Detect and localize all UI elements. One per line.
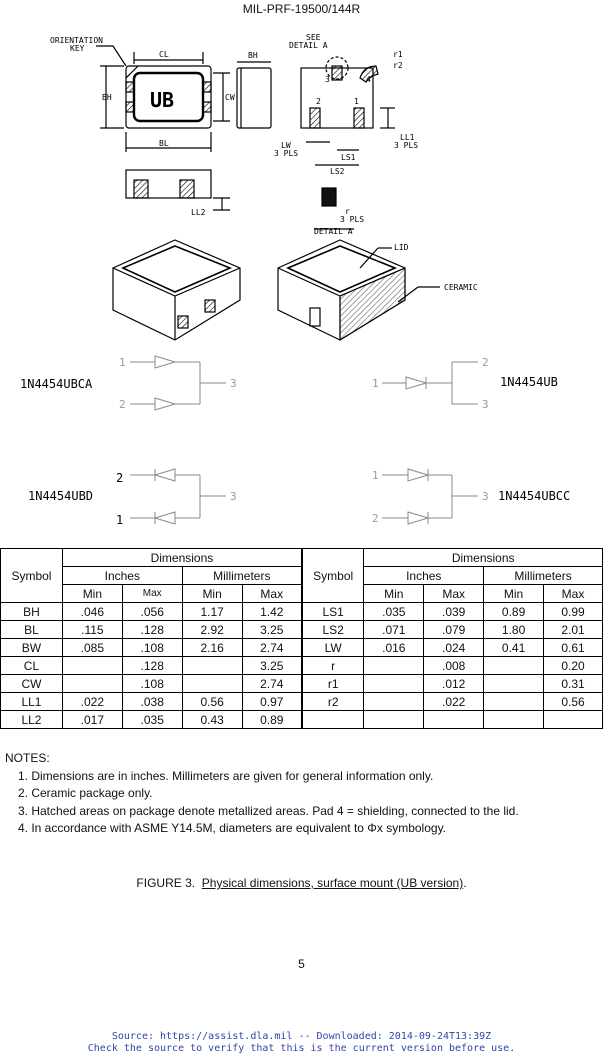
figure-period: .: [463, 876, 467, 890]
ubd-pin1: 1: [116, 513, 124, 527]
value-cell: 3.25: [242, 657, 302, 675]
value-cell: [484, 675, 544, 693]
value-cell: 2.01: [544, 621, 603, 639]
value-cell: .128: [122, 621, 182, 639]
max-header: Max: [242, 585, 302, 603]
value-cell: 1.17: [182, 603, 242, 621]
source-footer: [0, 1031, 603, 1055]
symbol-cell: LS1: [302, 603, 364, 621]
detail-a-label: DETAIL A: [314, 227, 353, 236]
symbol-cell: CL: [1, 657, 63, 675]
see-detail-2: DETAIL A: [289, 41, 328, 50]
see-detail-1: SEE: [306, 33, 321, 42]
source-line-2: Check the source to verify that this is the current version before use.: [87, 1043, 516, 1054]
bh-label: BH: [102, 93, 112, 102]
inches-header: Inches: [62, 567, 182, 585]
value-cell: 0.61: [544, 639, 603, 657]
r2-label: r2: [393, 61, 403, 70]
ub-pin1: 1: [372, 377, 379, 390]
note-1: 1. Dimensions are in inches. Millimeters are given for general information only.: [18, 768, 434, 783]
value-cell: 0.56: [182, 693, 242, 711]
ll1-pls: 3 PLS: [394, 141, 419, 150]
table-row: [1, 639, 603, 657]
millimeters-header: Millimeters: [182, 567, 302, 585]
symbol-cell: BW: [1, 639, 63, 657]
value-cell: .108: [122, 675, 182, 693]
notes: [5, 750, 519, 838]
value-cell: [364, 693, 424, 711]
value-cell: 2.74: [242, 675, 302, 693]
value-cell: .046: [62, 603, 122, 621]
device-ubd: 1N4454UBD: [28, 489, 94, 503]
table-row: [1, 603, 603, 621]
value-cell: [484, 693, 544, 711]
max-header: Max: [544, 585, 603, 603]
page-number: 5: [298, 957, 305, 971]
max-header: Max: [122, 585, 182, 603]
figure-caption: [0, 876, 603, 890]
value-cell: .035: [364, 603, 424, 621]
value-cell: [364, 675, 424, 693]
value-cell: 2.92: [182, 621, 242, 639]
bh-side-label: BH: [248, 51, 258, 60]
value-cell: .024: [424, 639, 484, 657]
schematic-ubcc: [382, 469, 478, 524]
table-row: [1, 621, 603, 639]
value-cell: .128: [122, 657, 182, 675]
bl-label: BL: [159, 139, 169, 148]
value-cell: .016: [364, 639, 424, 657]
max-header: Max: [424, 585, 484, 603]
value-cell: .071: [364, 621, 424, 639]
ub-pin2: 2: [482, 356, 489, 369]
value-cell: 2.16: [182, 639, 242, 657]
ll1-label: LL1: [400, 133, 415, 142]
pin1-label: 1: [354, 97, 359, 106]
value-cell: .079: [424, 621, 484, 639]
symbol-cell: LW: [302, 639, 364, 657]
min-header: Min: [62, 585, 122, 603]
table-row: [1, 711, 603, 729]
r-label: r: [345, 207, 350, 216]
symbol-cell: [302, 711, 364, 729]
ubd-pin3: 3: [230, 490, 237, 503]
r-pls: 3 PLS: [340, 215, 365, 224]
ubd-pin2: 2: [116, 471, 124, 485]
symbol-cell: LL2: [1, 711, 63, 729]
device-ub: 1N4454UB: [500, 375, 558, 389]
ceramic-label: CERAMIC: [444, 283, 478, 292]
figure-label: FIGURE 3.: [136, 876, 196, 890]
orientation-key-label-2: KEY: [70, 44, 85, 53]
pin3-label: 3: [325, 75, 330, 84]
value-cell: [62, 675, 122, 693]
value-cell: [484, 711, 544, 729]
symbol-cell: CW: [1, 675, 63, 693]
schematic-ubca: [130, 356, 226, 410]
value-cell: 3.25: [242, 621, 302, 639]
value-cell: .039: [424, 603, 484, 621]
value-cell: 1.42: [242, 603, 302, 621]
notes-title: NOTES:: [5, 751, 50, 765]
value-cell: .108: [122, 639, 182, 657]
ubca-pin1: 1: [119, 356, 126, 369]
value-cell: 0.89: [484, 603, 544, 621]
value-cell: 0.89: [242, 711, 302, 729]
inches-header-right: Inches: [364, 567, 484, 585]
document-id: MIL-PRF-19500/144R: [242, 2, 361, 16]
source-line-1: Source: https://assist.dla.mil -- Downloaded: 2014-09-24T13:39Z: [111, 1031, 492, 1042]
schematic-ubd: [130, 469, 226, 524]
value-cell: .012: [424, 675, 484, 693]
value-cell: 0.20: [544, 657, 603, 675]
value-cell: .017: [62, 711, 122, 729]
pin2-label: 2: [316, 97, 321, 106]
figure-title: Physical dimensions, surface mount (UB version): [201, 876, 464, 890]
lid-label: LID: [394, 243, 409, 252]
note-2: 2. Ceramic package only.: [18, 786, 153, 800]
lw-label: LW: [281, 141, 291, 150]
device-ubca: 1N4454UBCA: [20, 377, 93, 391]
symbol-cell: BH: [1, 603, 63, 621]
orientation-key-label-1: ORIENTATION: [50, 36, 103, 45]
table-row: [1, 693, 603, 711]
cl-label: CL: [159, 50, 169, 59]
value-cell: .085: [62, 639, 122, 657]
value-cell: .038: [122, 693, 182, 711]
lw-pls: 3 PLS: [274, 149, 299, 158]
ub-pin3: 3: [482, 398, 489, 411]
ub-text: UB: [150, 88, 175, 112]
value-cell: 0.99: [544, 603, 603, 621]
symbol-cell: r: [302, 657, 364, 675]
millimeters-header-right: Millimeters: [484, 567, 603, 585]
value-cell: [484, 657, 544, 675]
value-cell: .022: [62, 693, 122, 711]
symbol-cell: LL1: [1, 693, 63, 711]
value-cell: 0.31: [544, 675, 603, 693]
table-row: [1, 675, 603, 693]
dimensions-table: [0, 548, 603, 729]
value-cell: [182, 657, 242, 675]
value-cell: 0.41: [484, 639, 544, 657]
min-header: Min: [364, 585, 424, 603]
ubcc-pin3: 3: [482, 490, 489, 503]
symbol-header-right: Symbol: [302, 549, 364, 603]
dimensions-body: [1, 603, 603, 729]
note-3: 3. Hatched areas on package denote metallized areas. Pad 4 = shielding, connected to the lid.: [18, 803, 519, 818]
min-header: Min: [484, 585, 544, 603]
ll2-label: LL2: [191, 208, 206, 217]
cw-label: CW: [225, 93, 235, 102]
value-cell: 1.80: [484, 621, 544, 639]
ubca-pin3: 3: [230, 377, 237, 390]
symbol-cell: BL: [1, 621, 63, 639]
table-row: [1, 657, 603, 675]
min-header: Min: [182, 585, 242, 603]
ubca-pin2: 2: [119, 398, 126, 411]
dimensions-header-right: Dimensions: [364, 549, 603, 567]
value-cell: .008: [424, 657, 484, 675]
note-4: 4. In accordance with ASME Y14.5M, diameters are equivalent to Φx symbology.: [18, 821, 447, 835]
value-cell: [364, 711, 424, 729]
value-cell: [424, 711, 484, 729]
ubcc-pin2: 2: [372, 512, 379, 525]
pin4-label: 4: [366, 75, 371, 84]
value-cell: [544, 711, 603, 729]
ubcc-pin1: 1: [372, 469, 379, 482]
ls2-label: LS2: [330, 167, 345, 176]
value-cell: .022: [424, 693, 484, 711]
r1-label: r1: [393, 50, 403, 59]
value-cell: 0.56: [544, 693, 603, 711]
value-cell: [62, 657, 122, 675]
value-cell: 0.43: [182, 711, 242, 729]
schematic-ub: [382, 362, 478, 404]
symbol-header: Symbol: [1, 549, 63, 603]
value-cell: [364, 657, 424, 675]
ls1-label: LS1: [341, 153, 356, 162]
value-cell: 2.74: [242, 639, 302, 657]
symbol-cell: r2: [302, 693, 364, 711]
dimensions-header: Dimensions: [62, 549, 302, 567]
value-cell: [182, 675, 242, 693]
symbol-cell: LS2: [302, 621, 364, 639]
value-cell: .035: [122, 711, 182, 729]
value-cell: 0.97: [242, 693, 302, 711]
symbol-cell: r1: [302, 675, 364, 693]
value-cell: .115: [62, 621, 122, 639]
orientation-key-chamfer: [126, 66, 138, 78]
device-ubcc: 1N4454UBCC: [498, 489, 571, 503]
value-cell: .056: [122, 603, 182, 621]
